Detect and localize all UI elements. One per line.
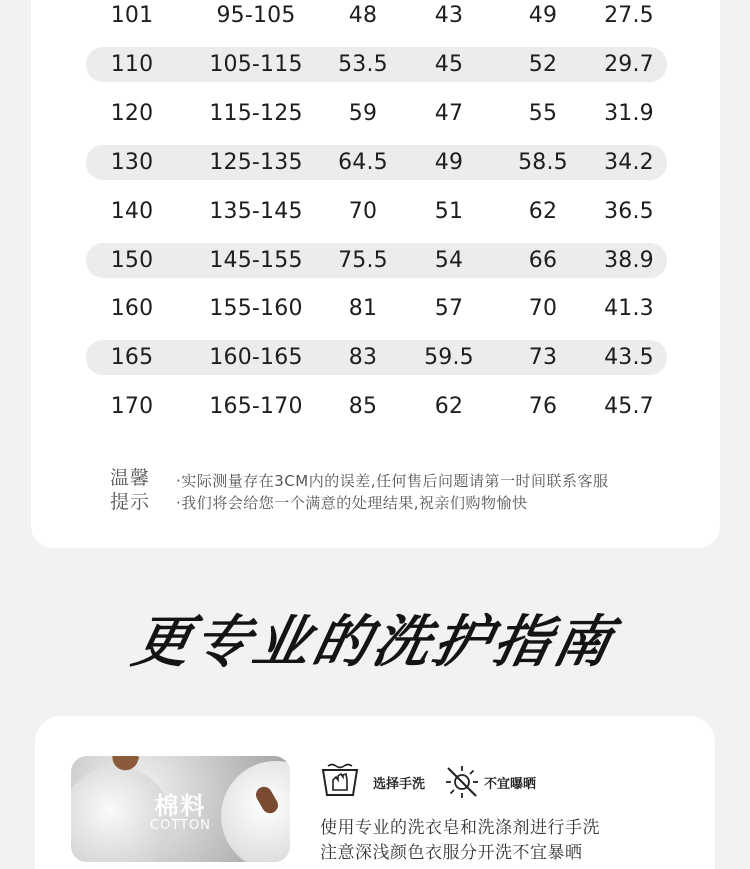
table-cell: 160-165 bbox=[209, 345, 303, 371]
table-cell: 155-160 bbox=[209, 296, 303, 322]
table-row bbox=[86, 96, 667, 131]
table-cell: 51 bbox=[434, 198, 464, 224]
care-guide-title: 更专业的洗护指南 bbox=[127, 610, 621, 675]
hand-wash-icon bbox=[320, 762, 360, 798]
table-cell: 73 bbox=[528, 345, 558, 371]
table-cell: 165 bbox=[110, 345, 154, 371]
table-cell: 170 bbox=[110, 394, 154, 420]
table-cell: 115-125 bbox=[209, 100, 303, 126]
table-row bbox=[86, 194, 667, 229]
table-cell: 165-170 bbox=[209, 394, 303, 420]
table-cell: 55 bbox=[528, 100, 558, 126]
table-cell: 95-105 bbox=[216, 3, 296, 28]
tips-title-line1: 温馨 bbox=[110, 467, 151, 489]
table-cell: 41.3 bbox=[604, 296, 654, 322]
table-cell: 81 bbox=[348, 296, 378, 322]
tips-line-2: ·我们将会给您一个满意的处理结果,祝亲们购物愉快 bbox=[176, 494, 528, 512]
table-row bbox=[86, 145, 667, 180]
material-label: 棉料 bbox=[154, 792, 207, 820]
table-cell: 125-135 bbox=[209, 149, 303, 175]
table-cell: 75.5 bbox=[338, 247, 388, 273]
cotton-image bbox=[71, 756, 290, 862]
tips-title-line2: 提示 bbox=[110, 491, 151, 513]
table-row bbox=[86, 340, 667, 375]
hand-wash-label: 选择手洗 bbox=[373, 777, 426, 792]
table-cell: 120 bbox=[110, 100, 154, 126]
table-cell: 145-155 bbox=[209, 247, 303, 273]
table-cell: 43.5 bbox=[604, 345, 654, 371]
table-cell: 150 bbox=[110, 247, 154, 273]
tips-line-1: ·实际测量存在3CM内的误差,任何售后问题请第一时间联系客服 bbox=[176, 472, 609, 490]
no-sun-icon bbox=[444, 764, 480, 800]
table-cell: 70 bbox=[528, 296, 558, 322]
table-cell: 38.9 bbox=[604, 247, 654, 273]
table-cell: 45.7 bbox=[604, 394, 654, 420]
table-cell: 34.2 bbox=[604, 149, 654, 175]
no-sun-label: 不宜曝晒 bbox=[484, 777, 537, 792]
table-cell: 130 bbox=[110, 149, 154, 175]
table-cell: 53.5 bbox=[338, 51, 388, 77]
table-cell: 57 bbox=[434, 296, 464, 322]
table-cell: 27.5 bbox=[604, 3, 654, 28]
table-cell: 101 bbox=[110, 3, 154, 28]
table-cell: 54 bbox=[434, 247, 464, 273]
table-cell: 43 bbox=[434, 3, 464, 28]
table-cell: 64.5 bbox=[338, 149, 388, 175]
table-row bbox=[86, 243, 667, 278]
table-cell: 105-115 bbox=[209, 51, 303, 77]
table-cell: 48 bbox=[348, 3, 378, 28]
care-text-line-1: 使用专业的洗衣皂和洗涤剂进行手洗 bbox=[320, 818, 600, 838]
table-cell: 59 bbox=[348, 100, 378, 126]
table-cell: 45 bbox=[434, 51, 464, 77]
table-cell: 140 bbox=[110, 198, 154, 224]
table-row bbox=[86, 0, 667, 33]
table-cell: 49 bbox=[528, 3, 558, 28]
table-row bbox=[86, 389, 667, 424]
table-cell: 59.5 bbox=[424, 345, 474, 371]
table-cell: 47 bbox=[434, 100, 464, 126]
table-row bbox=[86, 291, 667, 326]
table-cell: 36.5 bbox=[604, 198, 654, 224]
table-cell: 135-145 bbox=[209, 198, 303, 224]
table-cell: 83 bbox=[348, 345, 378, 371]
table-cell: 29.7 bbox=[604, 51, 654, 77]
table-cell: 62 bbox=[528, 198, 558, 224]
table-cell: 52 bbox=[528, 51, 558, 77]
care-text-line-2: 注意深浅颜色衣服分开洗不宜暴晒 bbox=[320, 843, 583, 863]
table-cell: 58.5 bbox=[518, 149, 568, 175]
material-sub: COTTON bbox=[150, 818, 211, 833]
table-cell: 62 bbox=[434, 394, 464, 420]
table-cell: 160 bbox=[110, 296, 154, 322]
tips-title bbox=[110, 466, 160, 514]
table-cell: 110 bbox=[110, 51, 154, 77]
table-row bbox=[86, 47, 667, 82]
table-cell: 76 bbox=[528, 394, 558, 420]
table-cell: 49 bbox=[434, 149, 464, 175]
table-cell: 66 bbox=[528, 247, 558, 273]
table-cell: 70 bbox=[348, 198, 378, 224]
table-cell: 85 bbox=[348, 394, 378, 420]
table-cell: 31.9 bbox=[604, 100, 654, 126]
